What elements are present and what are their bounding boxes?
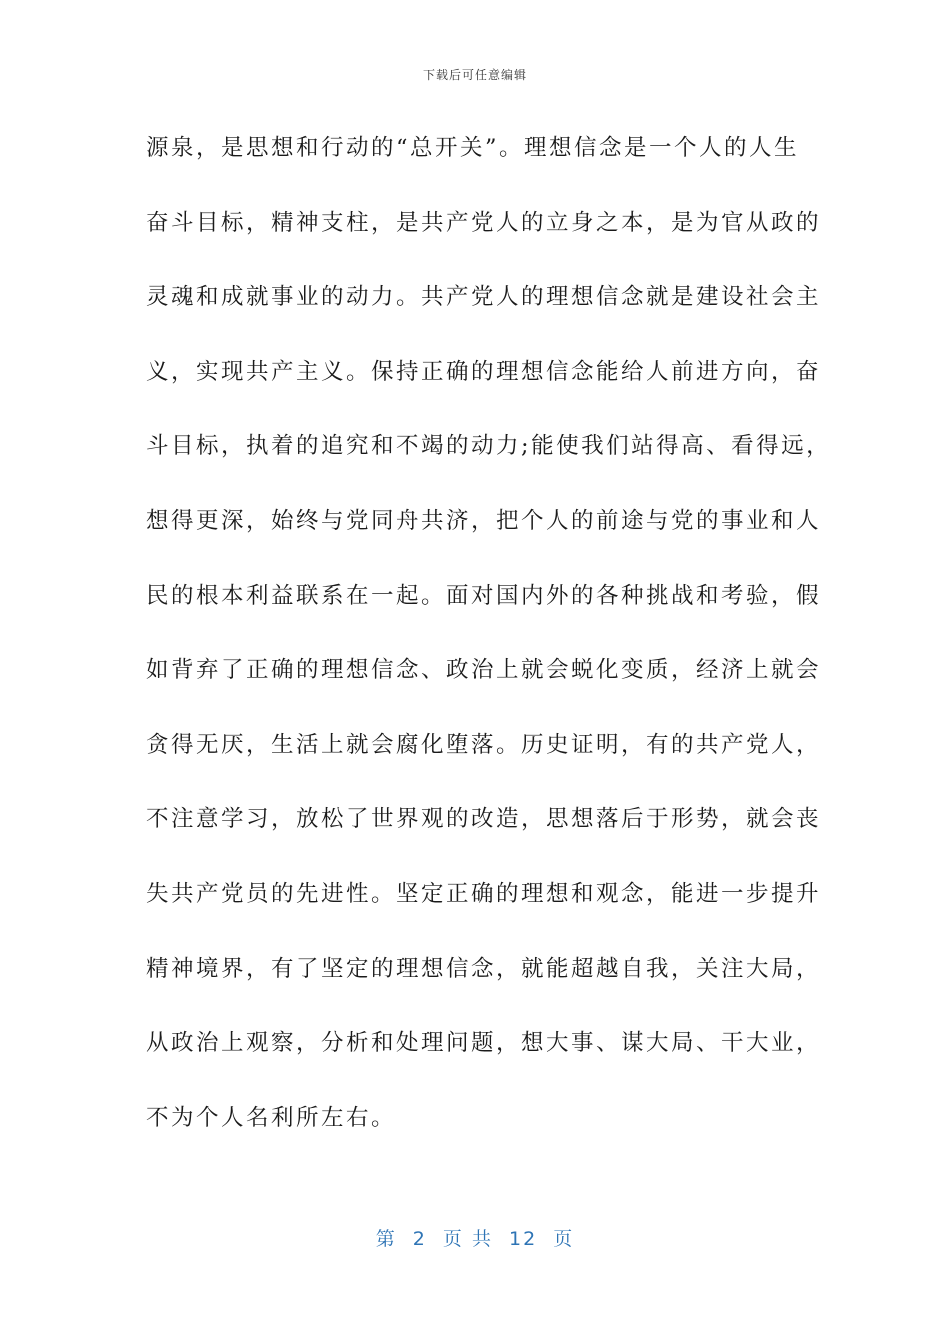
body-line: 民的根本利益联系在一起。面对国内外的各种挑战和考验，假 <box>146 582 822 609</box>
page-number-footer: 第 2 页 共 12 页 <box>375 1228 575 1250</box>
page-header: 下载后可任意编辑 <box>422 68 527 82</box>
body-line: 精神境界，有了坚定的理想信念，就能超越自我，关注大局， <box>146 955 822 982</box>
document-body <box>146 128 832 1172</box>
body-line: 灵魂和成就事业的动力。共产党人的理想信念就是建设社会主 <box>146 284 822 311</box>
body-line: 源泉，是思想和行动的“总开关”。理想信念是一个人的人生 <box>146 135 800 161</box>
body-line: 从政治上观察，分析和处理问题，想大事、谋大局、干大业， <box>146 1030 822 1057</box>
body-line: 想得更深，始终与党同舟共济，把个人的前途与党的事业和人 <box>146 507 822 534</box>
body-line: 失共产党员的先进性。坚定正确的理想和观念，能进一步提升 <box>146 880 822 907</box>
body-line: 斗目标，执着的追究和不竭的动力;能使我们站得高、看得远， <box>146 433 832 460</box>
body-line: 贪得无厌，生活上就会腐化堕落。历史证明，有的共产党人， <box>146 731 822 758</box>
body-line: 不注意学习，放松了世界观的改造，思想落后于形势，就会丧 <box>146 806 822 833</box>
body-line: 不为个人名利所左右。 <box>146 1104 397 1131</box>
body-line: 义，实现共产主义。保持正确的理想信念能给人前进方向，奋 <box>146 358 822 385</box>
body-line: 奋斗目标，精神支柱，是共产党人的立身之本，是为官从政的 <box>146 209 822 236</box>
body-line: 如背弃了正确的理想信念、政治上就会蜕化变质，经济上就会 <box>146 657 822 684</box>
